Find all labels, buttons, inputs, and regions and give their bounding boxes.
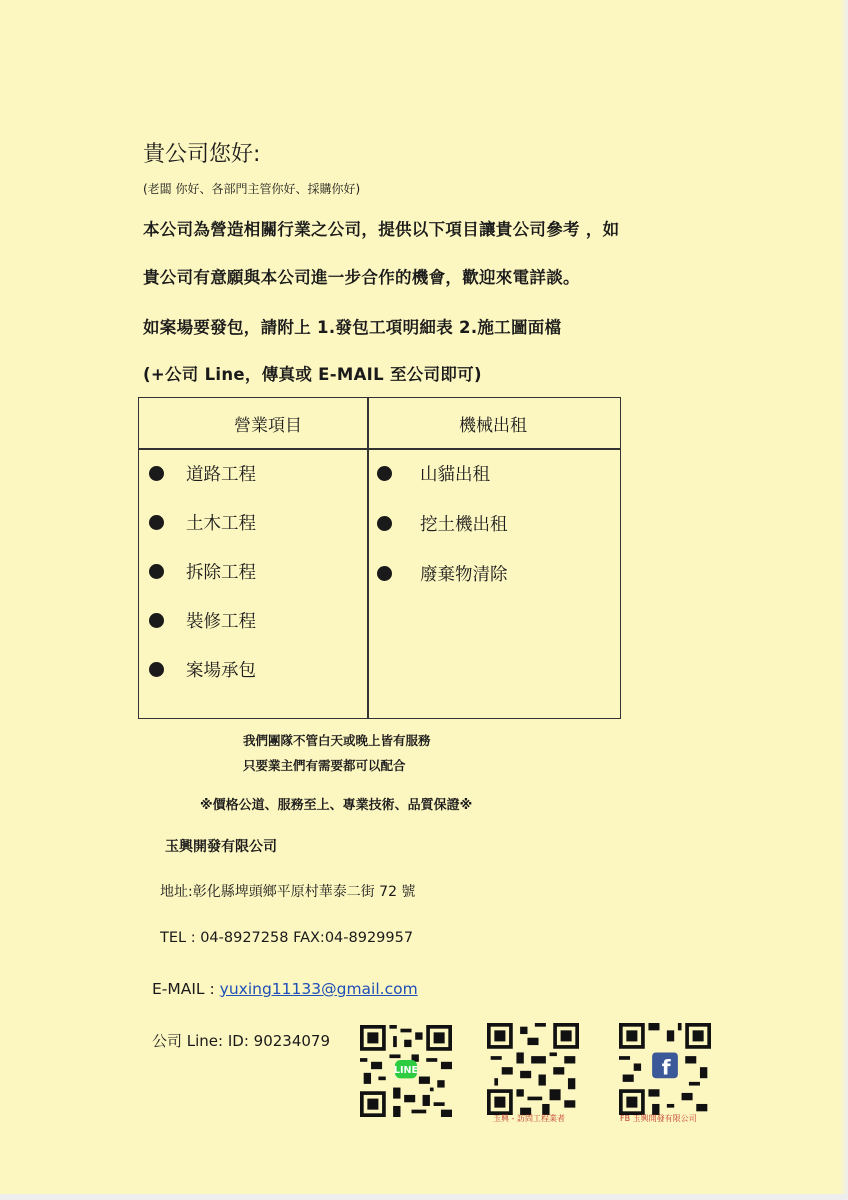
table-divider-vertical — [367, 398, 369, 718]
service-note-2: 只要業主們有需要都可以配合 — [243, 758, 406, 773]
page-edge-bottom — [0, 1194, 848, 1200]
greeting-heading: 貴公司您好: — [143, 142, 261, 167]
bullet-icon — [377, 516, 392, 531]
rental-item — [377, 561, 508, 586]
business-item-label: 拆除工程 — [186, 563, 256, 583]
website-qr-code-icon[interactable] — [487, 1023, 579, 1115]
qr-caption-facebook: FB 玉興開發有限公司 — [620, 1114, 697, 1123]
bullet-icon — [377, 466, 392, 481]
table-divider-horizontal — [139, 448, 620, 450]
bullet-icon — [149, 662, 164, 677]
svg-text:f: f — [661, 1055, 671, 1080]
rental-item-label: 山貓出租 — [420, 465, 490, 485]
intro-paragraph-4: (+公司 Line，傳真或 E-MAIL 至公司即可) — [143, 365, 482, 384]
bullet-icon — [149, 613, 164, 628]
business-item — [149, 461, 256, 486]
rental-item — [377, 511, 508, 536]
business-item — [149, 510, 256, 535]
service-note-1: 我們團隊不管白天或晚上皆有服務 — [243, 733, 431, 748]
line-id: 公司 Line: ID: 90234079 — [152, 1032, 330, 1050]
bullet-icon — [149, 515, 164, 530]
business-item-label: 土木工程 — [186, 514, 256, 534]
email-label: E-MAIL : — [152, 980, 220, 998]
bullet-icon — [149, 466, 164, 481]
intro-paragraph-3: 如案場要發包，請附上 1.發包工項明細表 2.施工圖面檔 — [143, 318, 562, 337]
business-item — [149, 608, 256, 633]
motto: ※價格公道、服務至上、專業技術、品質保證※ — [200, 798, 473, 813]
intro-paragraph-2: 貴公司有意願與本公司進一步合作的機會，歡迎來電詳談。 — [143, 268, 580, 287]
rental-item-label: 廢棄物清除 — [420, 565, 508, 585]
facebook-qr-code-icon[interactable] — [619, 1023, 711, 1115]
line-qr-code-icon[interactable] — [360, 1025, 452, 1117]
business-item — [149, 559, 256, 584]
bullet-icon — [377, 566, 392, 581]
email-link[interactable]: yuxing11133@gmail.com — [219, 980, 418, 998]
qr-caption-website: 玉興 - 訪問工程業者 — [493, 1114, 565, 1123]
header-machine-rental: 機械出租 — [459, 416, 527, 436]
rental-item-label: 挖土機出租 — [420, 515, 508, 535]
svg-text:LINE: LINE — [393, 1064, 419, 1076]
sub-greeting: (老闆 你好、各部門主管你好、採購你好) — [143, 182, 361, 196]
header-business-items: 營業項目 — [234, 416, 302, 436]
business-item-label: 案場承包 — [186, 661, 256, 681]
business-item — [149, 657, 256, 682]
intro-paragraph-1: 本公司為營造相關行業之公司，提供以下項目讓貴公司參考 ，如 — [143, 220, 620, 239]
phone-fax: TEL : 04-8927258 FAX:04-8929957 — [160, 930, 414, 946]
business-item-label: 裝修工程 — [186, 612, 256, 632]
page-edge — [840, 0, 848, 1200]
rental-item — [377, 461, 490, 486]
email-row — [152, 980, 418, 998]
company-name: 玉興開發有限公司 — [165, 839, 277, 855]
services-table — [138, 397, 621, 719]
bullet-icon — [149, 564, 164, 579]
business-item-label: 道路工程 — [186, 465, 256, 485]
address: 地址:彰化縣埤頭鄉平原村華泰二街 72 號 — [160, 884, 416, 900]
